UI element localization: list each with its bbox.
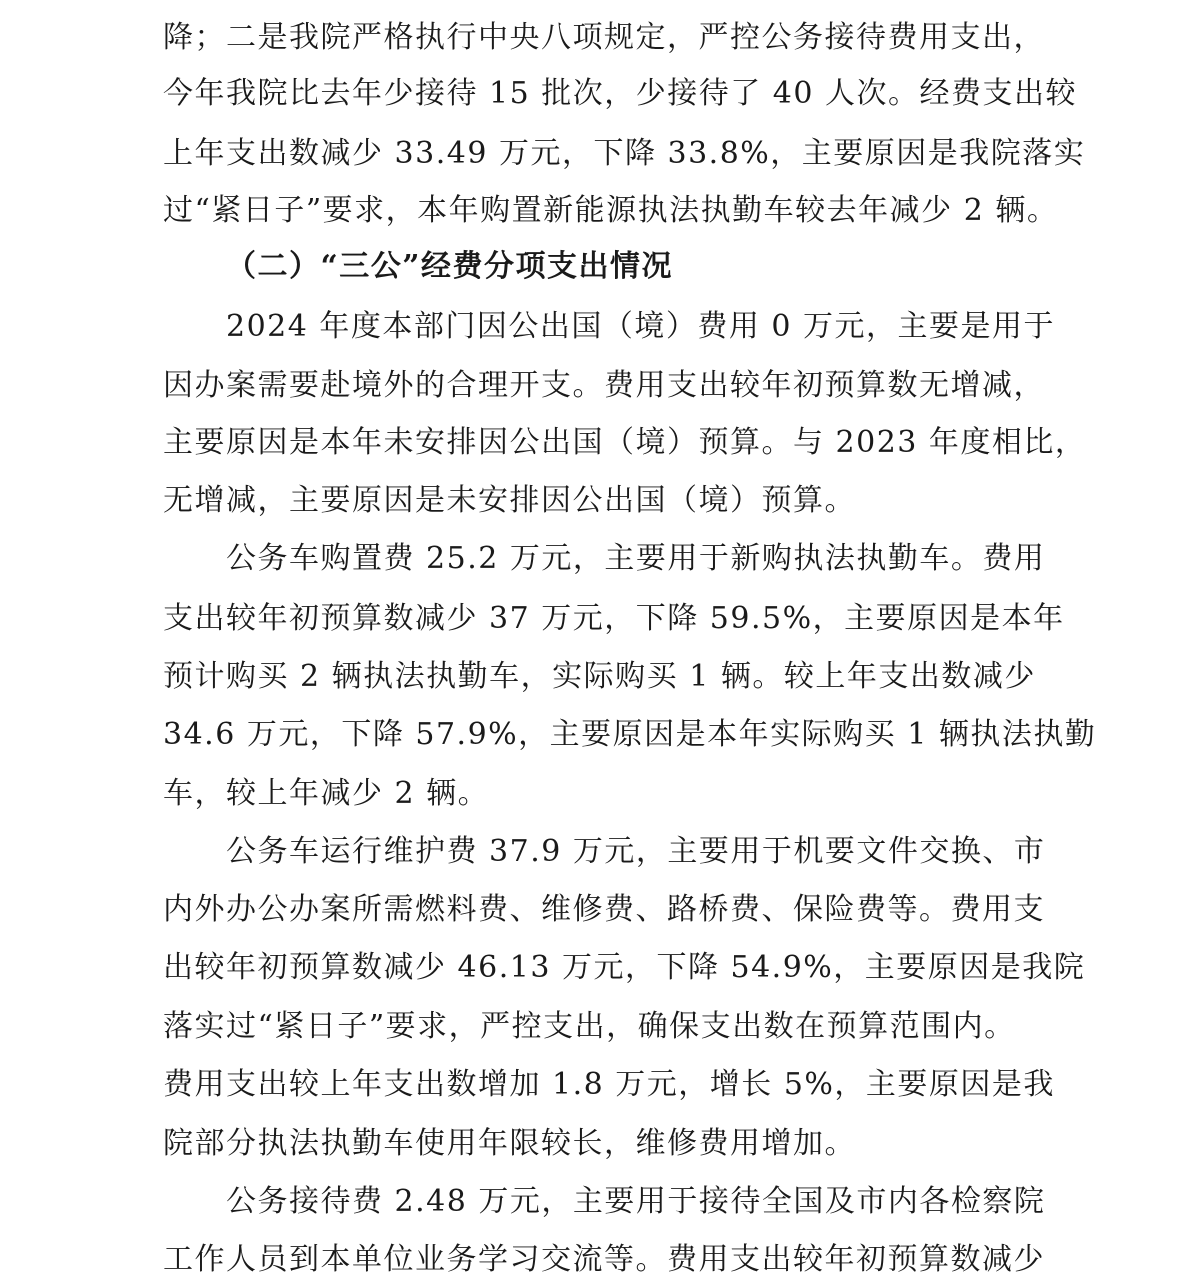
paragraph-first-line: 2024 年度本部门因公出国（境）费用 0 万元，主要是用于 (226, 309, 1056, 344)
paragraph-first-line: 公务接待费 2.48 万元，主要用于接待全国及市内各检察院 (226, 1184, 1046, 1219)
text-line: 34.6 万元，下降 57.9%，主要原因是本年实际购买 1 辆执法执勤 (163, 717, 1097, 752)
text-line: 内外办公办案所需燃料费、维修费、路桥费、保险费等。费用支 (163, 892, 1045, 927)
text-line: 出较年初预算数减少 46.13 万元，下降 54.9%，主要原因是我院 (163, 950, 1086, 985)
text-line: 今年我院比去年少接待 15 批次，少接待了 40 人次。经费支出较 (163, 76, 1077, 111)
text-line: 落实过“紧日子”要求，严控支出，确保支出数在预算范围内。 (163, 1009, 1016, 1044)
text-line: 费用支出较上年支出数增加 1.8 万元，增长 5%，主要原因是我 (163, 1067, 1055, 1102)
text-line: 无增减，主要原因是未安排因公出国（境）预算。 (163, 483, 856, 518)
text-line: 上年支出数减少 33.49 万元，下降 33.8%，主要原因是我院落实 (163, 136, 1086, 171)
paragraph-first-line: 公务车运行维护费 37.9 万元，主要用于机要文件交换、市 (226, 834, 1046, 869)
text-line: 支出较年初预算数减少 37 万元，下降 59.5%，主要原因是本年 (163, 601, 1065, 636)
section-heading: （二）“三公”经费分项支出情况 (226, 249, 674, 284)
text-line: 车，较上年减少 2 辆。 (163, 776, 490, 811)
text-line: 过“紧日子”要求，本年购置新能源执法执勤车较去年减少 2 辆。 (163, 193, 1059, 228)
paragraph-first-line: 公务车购置费 25.2 万元，主要用于新购执法执勤车。费用 (226, 541, 1046, 576)
text-line: 主要原因是本年未安排因公出国（境）预算。与 2023 年度相比， (163, 425, 1087, 460)
text-line: 降；二是我院严格执行中央八项规定，严控公务接待费用支出， (163, 20, 1045, 55)
text-line: 院部分执法执勤车使用年限较长，维修费用增加。 (163, 1126, 856, 1161)
text-line: 预计购买 2 辆执法执勤车，实际购买 1 辆。较上年支出数减少 (163, 659, 1036, 694)
text-line: 因办案需要赴境外的合理开支。费用支出较年初预算数无增减， (163, 368, 1045, 403)
text-line: 工作人员到本单位业务学习交流等。费用支出较年初预算数减少 (163, 1242, 1045, 1277)
